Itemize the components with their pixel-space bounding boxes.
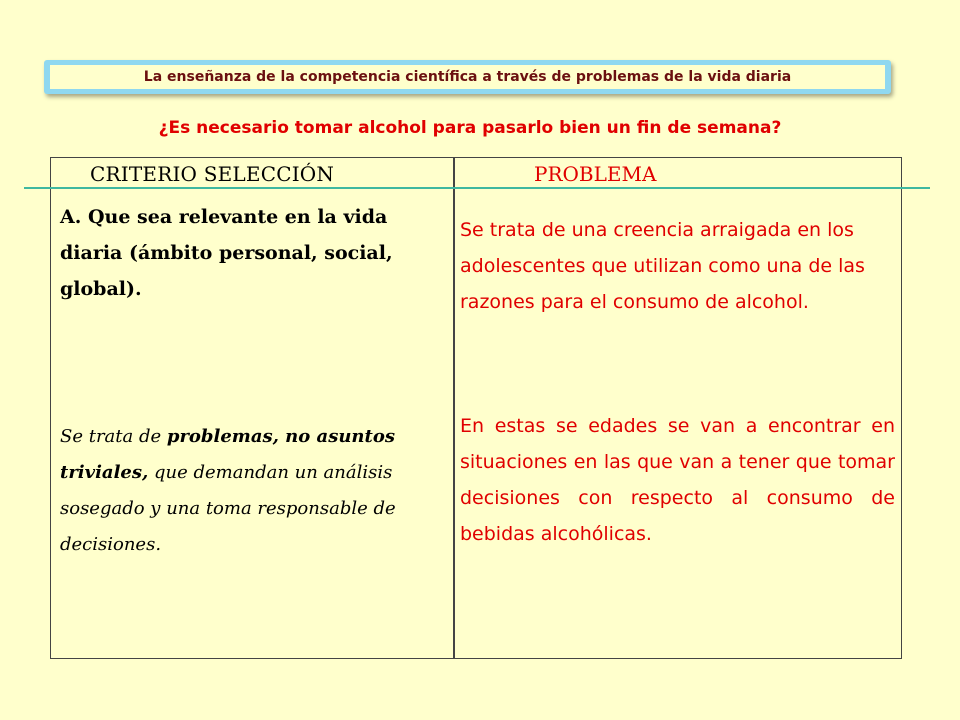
title-banner-inner xyxy=(50,65,885,89)
criterion-detail-rest: que demandan un análisis sosegado y una toma responsable de decisiones. xyxy=(60,462,396,555)
criterion-header: CRITERIO SELECCIÓN xyxy=(90,162,335,186)
question-heading: ¿Es necesario tomar alcohol para pasarlo bien un fin de semana? xyxy=(158,118,782,138)
problem-header: PROBLEMA xyxy=(534,162,657,186)
header-rule xyxy=(24,187,930,189)
problem-paragraph-1: Se trata de una creencia arraigada en los adolescentes que utilizan como una de las razones para el consumo de alcohol. xyxy=(460,219,865,313)
title-banner xyxy=(44,60,891,94)
column-divider xyxy=(453,157,455,659)
banner-title: La enseñanza de la competencia científica a través de problemas de la vida diaria xyxy=(143,69,792,85)
problem-paragraph-2: En estas se edades se van a encontrar en situaciones en las que van a tener que tomar decisiones con respecto al consumo de bebidas alcohólicas. xyxy=(460,415,895,545)
criterion-main-text: A. Que sea relevante en la vida diaria (ámbito personal, social, global). xyxy=(60,206,393,300)
criterion-detail-intro: Se trata de xyxy=(60,426,167,447)
criterion-detail-text xyxy=(60,419,445,563)
criterion-detail-emphasis: problemas, no asuntos triviales, xyxy=(60,426,395,483)
